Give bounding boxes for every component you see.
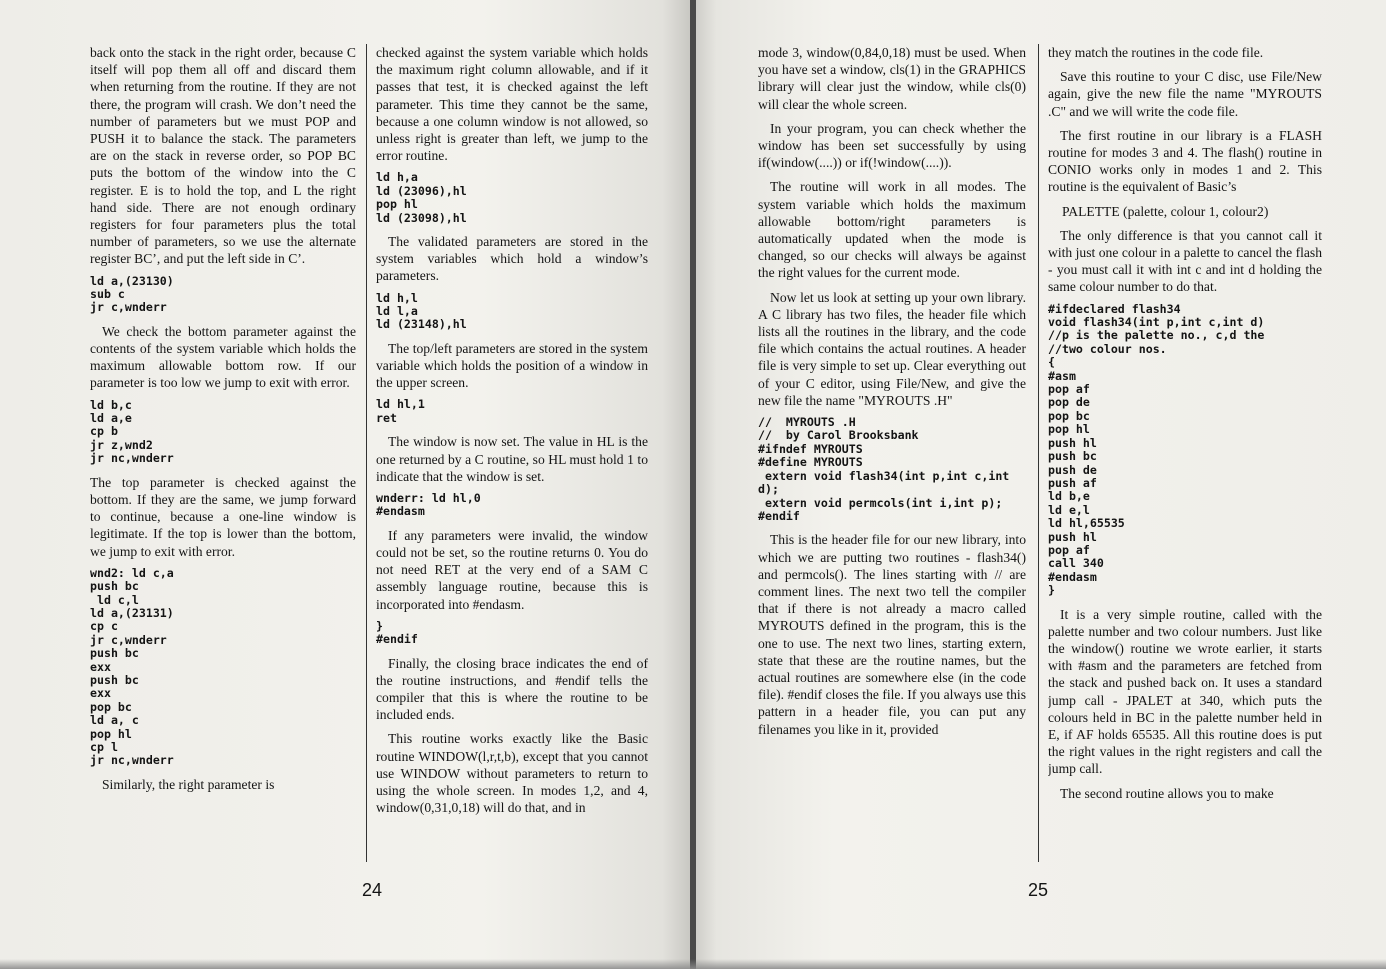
right-column-1 bbox=[758, 44, 1026, 862]
paragraph: The routine will work in all modes. The system variable which holds the maximum allowable bottom/right parameters is automatically updated when the mode is changed, so our checks will always be against the right values for the current mode. bbox=[758, 179, 1026, 281]
code-block: ld h,l ld l,a ld (23148),hl bbox=[376, 290, 467, 332]
code-block: // MYROUTS .H // by Carol Brooksbank #ifndef MYROUTS #define MYROUTS extern void flash34(int p,int c,int d); extern void permcols(int i,int p); #endif bbox=[758, 415, 1010, 523]
left-column-2 bbox=[376, 44, 648, 862]
paragraph: This is the header file for our new library, into which we are putting two routines - flash34() and permcols(). The lines starting with // are comment lines. The next two tell the compiler that if there is not already a macro called MYROUTS defined in the program, this is the one to use. The next two lines, starting extern, state that these are the routine names, but the actual routines are somewhere else (in the code file). #endif closes the file. If you always use this pattern in a header file, you can put any filenames you like in it, provided bbox=[758, 532, 1026, 737]
paragraph: We check the bottom parameter against the contents of the system variable which holds the maximum allowable bottom row. If our parameter is too low we jump to exit with error. bbox=[90, 323, 356, 391]
code-block: ld h,a ld (23096),hl pop hl ld (23098),hl bbox=[376, 170, 467, 225]
left-column-1 bbox=[90, 44, 356, 862]
code-block: ld hl,1 ret bbox=[376, 397, 425, 425]
code-block: ld a,(23130) sub c jr c,wnderr bbox=[90, 273, 174, 315]
paragraph: The only difference is that you cannot call it with just one colour in a palette to cancel the flash - you must call it with int c and int d holding the same colour number to do that. bbox=[1048, 227, 1322, 295]
paragraph: checked against the system variable which holds the maximum right column allowable, and if it passes that test, it is checked against the left parameter. This time they cannot be the same, because a one column window is not allowed, so unless right is greater than left, we jump to the error routine. bbox=[376, 45, 648, 164]
right-page bbox=[696, 0, 1386, 969]
left-page bbox=[0, 0, 690, 969]
paragraph: In your program, you can check whether the window has been set successfully by using if(window(....)) or if(!window(....)). bbox=[758, 120, 1026, 171]
paragraph: The first routine in our library is a FLASH routine for modes 3 and 4. The flash() routine in CONIO works only in modes 1 and 2. This routine is the equivalent of Basic’s bbox=[1048, 127, 1322, 195]
paragraph: they match the routines in the code file. bbox=[1048, 45, 1264, 60]
paragraph: PALETTE (palette, colour 1, colour2) bbox=[1062, 203, 1269, 219]
paragraph: The window is now set. The value in HL is the one returned by a C routine, so HL must hold 1 to indicate that the window is set. bbox=[376, 434, 648, 484]
column-rule bbox=[366, 44, 367, 862]
paragraph: Similarly, the right parameter is bbox=[102, 776, 275, 792]
code-block: ld b,c ld a,e cp b jr z,wnd2 jr nc,wnderr bbox=[90, 397, 174, 466]
right-column-2 bbox=[1048, 44, 1322, 862]
paragraph: The top/left parameters are stored in the system variable which holds the position of a window in the upper screen. bbox=[376, 340, 648, 391]
page-number: 24 bbox=[362, 880, 383, 900]
paragraph: This routine works exactly like the Basic routine WINDOW(l,r,t,b), except that you cannot use WINDOW without parameters to return to using the whole screen. In modes 1,2, and 4, window(0,31,0,18) will do that, and in bbox=[376, 731, 648, 816]
paragraph: Save this routine to your C disc, use File/New again, give the new file the name "MYROUTS .C" and we will write the code file. bbox=[1048, 69, 1322, 119]
code-block: } #endif bbox=[376, 618, 418, 647]
page-bottom-shadow bbox=[0, 959, 1386, 969]
paragraph: Now let us look at setting up your own library. A C library has two files, the header file which lists all the routines in the library, and the code file which contains the actual routines. A header file is very simple to set up. Clear everything out of your C editor, using File/New, and give the new file the name "MYROUTS .H" bbox=[758, 289, 1026, 408]
code-block: #ifdeclared flash34 void flash34(int p,int c,int d) //p is the palette no., c,d the //two colour nos. { #asm pop af pop de pop bc pop hl push hl push bc push de push af ld b,e ld e,l ld hl,65535 push hl pop af call 340 #endasm } bbox=[1048, 301, 1265, 598]
column-rule bbox=[1038, 44, 1039, 862]
paragraph: Finally, the closing brace indicates the end of the routine instructions, and #endif tells the compiler that this is where the routine to be included ends. bbox=[376, 655, 648, 723]
code-block: wnd2: ld c,a push bc ld c,l ld a,(23131) cp c jr c,wnderr push bc exx push bc exx pop bc ld a, c pop hl cp l jr nc,wnderr bbox=[90, 565, 174, 768]
paragraph: The top parameter is checked against the bottom. If they are the same, we jump forward to continue, because a one-line window is legitimate. If the top is lower than the bottom, we jump to exit with error. bbox=[90, 474, 356, 559]
code-block: wnderr: ld hl,0 #endasm bbox=[376, 490, 481, 519]
paragraph: It is a very simple routine, called with the palette number and two colour numbers. Just like the window() routine we wrote earlier, it starts with #asm and the parameters are fetched from the stack and pushed back on. It uses a standard jump call - JPALET at 340, which puts the colours held in BC in the palette number held in E, if AF holds 65535. All this routine does is put the right values in the right registers and call the jump call. bbox=[1048, 606, 1322, 777]
paragraph: back onto the stack in the right order, because C itself will pop them all off and discard them when returning from the routine. If they are not there, the program will crash. We don’t need the number of parameters but we must POP and PUSH it to balance the stack. The parameters are on the stack in reverse order, so POP BC puts the bottom of the window into the C register. E is to hold the top, and L the right hand side. There are not enough ordinary registers for four parameters plus the total number of parameters, so we use the alternate register BC’, and put the left side in C’. bbox=[90, 45, 356, 267]
paragraph: mode 3, window(0,84,0,18) must be used. When you have set a window, cls(1) in the GRAPHICS library will clear just the window, while cls(0) will clear the whole screen. bbox=[758, 45, 1026, 112]
paragraph: If any parameters were invalid, the window could not be set, so the routine returns 0. You do not need RET at the very end of a SAM C assembly language routine, because this is incorporated into #endasm. bbox=[376, 527, 648, 612]
paragraph: The validated parameters are stored in the system variables which hold a window’s parameters. bbox=[376, 234, 648, 284]
page-number: 25 bbox=[1028, 880, 1049, 900]
paragraph: The second routine allows you to make bbox=[1060, 785, 1274, 801]
